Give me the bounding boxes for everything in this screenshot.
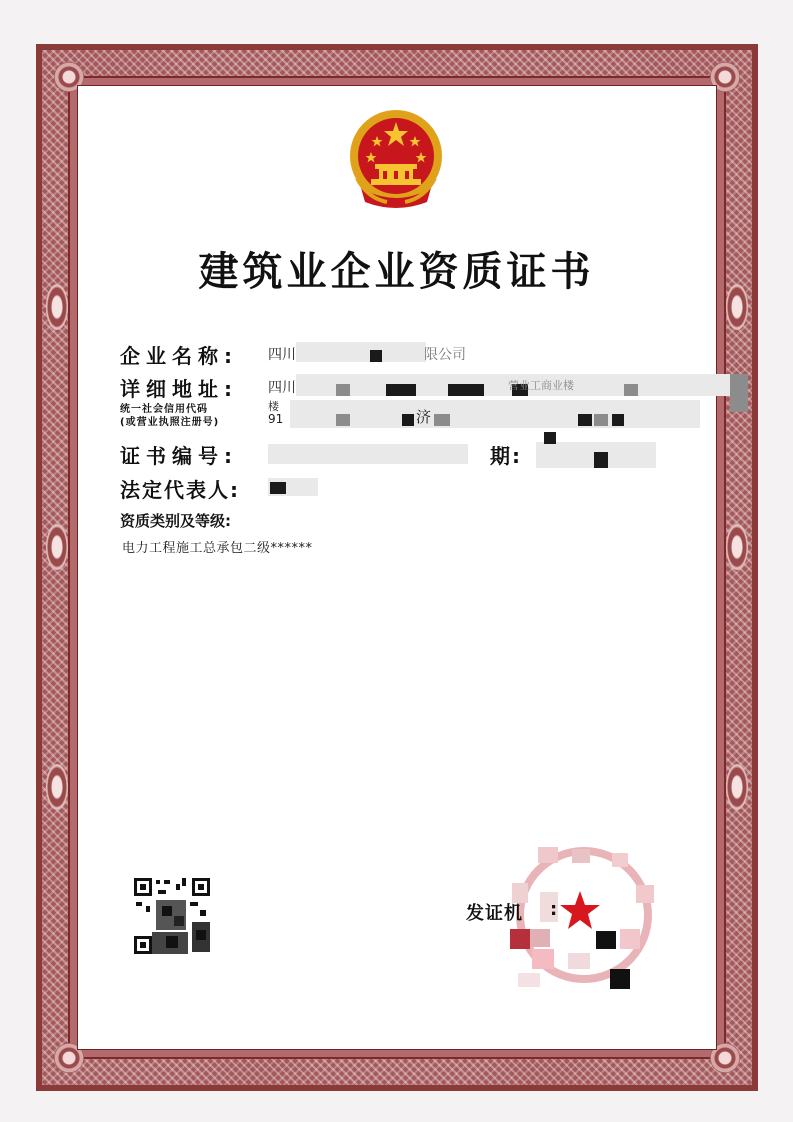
qualification-label: 资质类别及等级: [120, 512, 231, 530]
redacted-block [402, 414, 414, 426]
legal-rep-label: 法定代表人: [120, 478, 240, 502]
redacted-block [624, 384, 638, 396]
qualification-value: 电力工程施工总承包二级****** [122, 541, 313, 556]
redacted-block [370, 350, 382, 362]
address-fragment: 营业工商业楼 [508, 379, 574, 392]
validity-label: 期: [490, 444, 522, 468]
redacted-block [336, 414, 350, 426]
redacted-block [448, 384, 484, 396]
redacted-block [268, 444, 468, 464]
issuer-label: 发证机 [466, 903, 523, 924]
side-ornament [726, 764, 748, 810]
company-name-label: 企业名称: [120, 344, 238, 368]
official-seal-icon [508, 843, 660, 993]
credit-code-label-line1: 统一社会信用代码 [120, 404, 208, 415]
credit-code-line-prefix: 楼 [268, 400, 279, 413]
qr-code-icon [132, 876, 212, 956]
redacted-block [544, 432, 556, 444]
national-emblem-icon [347, 108, 445, 212]
redacted-block [730, 374, 748, 412]
credit-code-label-line2: (或营业执照注册号) [120, 417, 220, 428]
redacted-block [612, 414, 624, 426]
redacted-block [336, 384, 350, 396]
redacted-block [594, 414, 608, 426]
company-name-value: 四川 [268, 347, 296, 363]
side-ornament [726, 524, 748, 570]
redacted-block [270, 482, 286, 494]
redacted-block [386, 384, 416, 396]
certificate-title: 建筑业企业资质证书 [198, 249, 595, 295]
redacted-block [296, 342, 426, 362]
issuer-colon: : [550, 899, 558, 920]
redacted-block [290, 400, 700, 428]
address-label: 详细地址: [120, 377, 238, 401]
credit-code-value: 91 [268, 412, 284, 426]
company-name-suffix: 限公司 [424, 347, 466, 363]
address-value: 四川 [268, 380, 296, 396]
credit-code-fragment: 济 [416, 408, 432, 426]
redacted-block [434, 414, 450, 426]
side-ornament [46, 524, 68, 570]
redacted-block [594, 452, 608, 468]
redacted-block [578, 414, 592, 426]
side-ornament [46, 764, 68, 810]
cert-number-label: 证书编号: [120, 444, 238, 468]
